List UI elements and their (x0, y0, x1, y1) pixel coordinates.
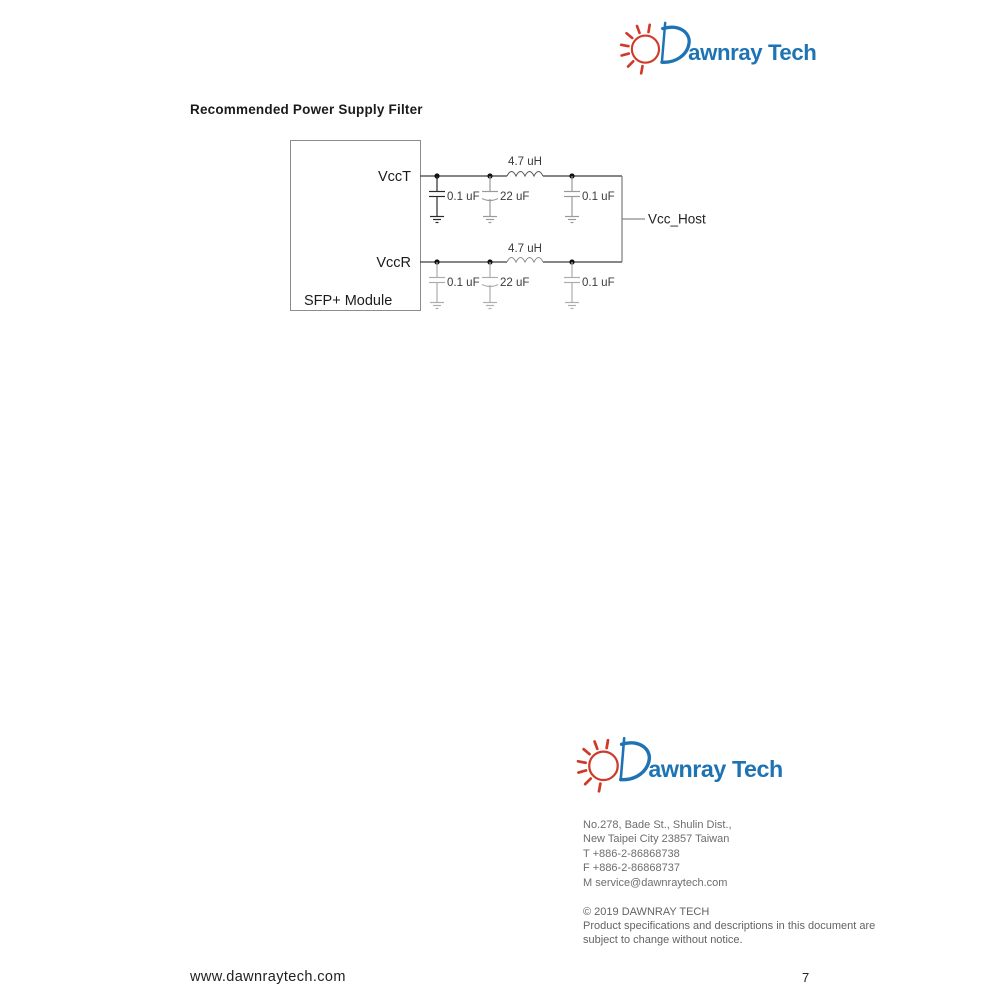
inductor-bottom-symbol (507, 258, 543, 263)
junction-nodes (434, 173, 574, 264)
host-bus-wire (622, 176, 645, 262)
vcc-host-label: Vcc_Host (648, 211, 706, 227)
disclaimer-line-2: subject to change without notice. (583, 934, 743, 947)
address-line-2: New Taipei City 23857 Taiwan (583, 833, 730, 846)
capacitor-top-1 (429, 176, 445, 223)
copyright-block (583, 905, 875, 948)
email-line: M service@dawnraytech.com (583, 876, 728, 889)
inductor-top-value: 4.7 uH (508, 156, 542, 168)
capacitor-top-3-value: 0.1 uF (582, 191, 615, 203)
inductor-bottom-value: 4.7 uH (508, 243, 542, 255)
capacitor-bottom-1 (429, 262, 445, 309)
inductor-top-symbol (507, 172, 543, 177)
page-title: Recommended Power Supply Filter (190, 102, 423, 117)
disclaimer-line-1: Product specifications and descriptions in this document are (583, 920, 876, 933)
capacitor-top-2 (482, 176, 498, 223)
brand-name: awnray Tech (648, 756, 783, 783)
vccr-pin-label: VccR (376, 255, 411, 271)
contact-address-block (583, 818, 732, 890)
website-url: www.dawnraytech.com (190, 969, 346, 985)
sun-icon (578, 740, 618, 791)
capacitor-top-1-value: 0.1 uF (447, 191, 480, 203)
address-line-1: No.278, Bade St., Shulin Dist., (583, 819, 732, 831)
vcct-pin-label: VccT (377, 169, 411, 185)
sun-icon (621, 25, 659, 74)
sfp-module-box (291, 141, 421, 311)
brand-name: awnray Tech (688, 39, 817, 65)
capacitor-bottom-1-value: 0.1 uF (447, 277, 480, 289)
capacitor-bottom-2 (482, 262, 498, 309)
capacitor-bottom-2-value: 22 uF (500, 277, 530, 289)
company-logo-header (606, 12, 846, 78)
capacitor-top-3 (564, 176, 580, 223)
page-number: 7 (802, 970, 810, 985)
capacitor-bottom-3-value: 0.1 uF (582, 277, 615, 289)
sfp-module-label: SFP+ Module (304, 293, 393, 309)
brand-initial-d (662, 23, 689, 63)
copyright-line: © 2019 DAWNRAY TECH (583, 906, 710, 918)
fax-line: F +886-2-86868737 (583, 862, 680, 875)
brand-initial-d (621, 738, 650, 779)
capacitor-top-2-value: 22 uF (500, 191, 530, 203)
power-supply-filter-diagram (285, 135, 725, 320)
capacitor-bottom-3 (564, 262, 580, 309)
company-logo-footer (562, 727, 814, 796)
phone-line: T +886-2-86868738 (583, 847, 680, 860)
